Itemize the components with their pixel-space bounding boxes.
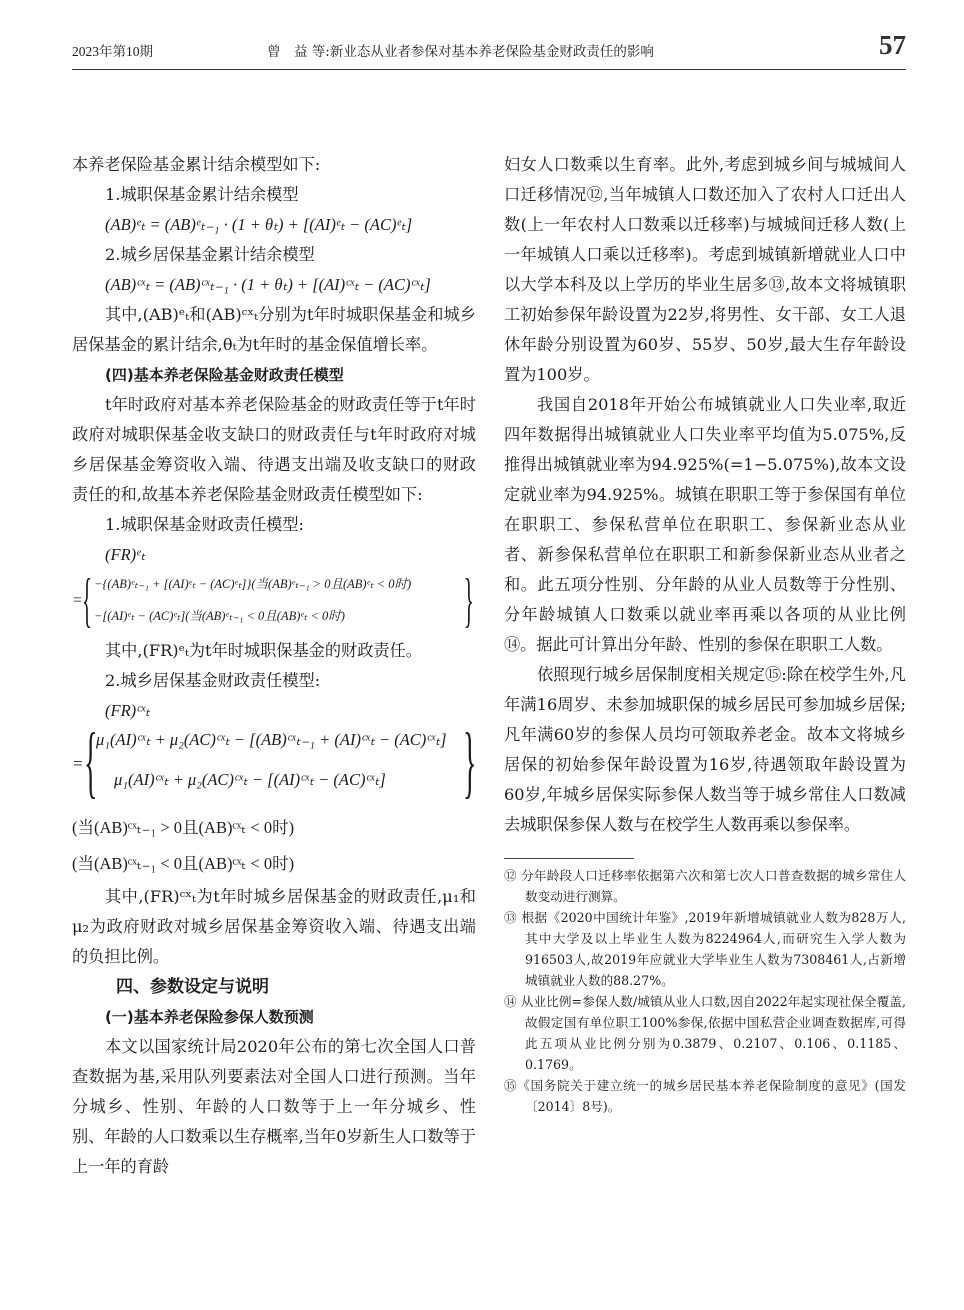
paragraph: 本文以国家统计局2020年公布的第七次全国人口普查数据为基,采用队列要素法对全国人口进行预测。当年分城乡、性别、年龄的人口数等于上一年分城乡、性别、年龄的人口数乘以生存概率,当年0岁新生人口数等于上一年的育龄 — [72, 1037, 476, 1176]
fr-cx-label: (FR)ᶜˣₜ — [105, 701, 151, 720]
right-brace: } — [462, 718, 476, 806]
paragraph: 其中,(FR)ᶜˣₜ为t年时城乡居保基金的财政责任,μ₁和μ₂为政府财政对城乡居保基金筹资收入端、待遇支出端的负担比例。 — [72, 887, 476, 966]
footnote: ⑭ 从业比例=参保人数/城镇从业人口数,因自2022年起实现社保全覆盖,故假定国有单位职工100%参保,依据中国私营企业调查数据库,可得此五项从业比例分别为0.3879、0.2107、0.106、0.1185、0.1769。 — [504, 994, 906, 1072]
intro-line: 本养老保险基金累计结余模型如下: — [72, 155, 321, 174]
paragraph: 我国自2018年开始公布城镇就业人口失业率,取近四年数据得出城镇就业人口失业率平均值为5.075%,反推得出城镇就业率为94.925%(=1−5.075%),故本文设定就业率为94.925%。城镇在职职工等于参保国有单位在职职工、参保私营单位在职职工、参保新业态从业者、新参保私营单位在职职工和新参保新业态从业者之和。此五项分性别、分年龄的从业人员数等于分性别、分年龄城镇人口数乘以就业率再乘以各项的从业比例⑭。据此可计算出分年龄、性别的参保在职职工人数。 — [504, 395, 906, 654]
footnote-rule — [504, 858, 634, 859]
condition-line: (当(AB)ᶜˣₜ₋₁ < 0且(AB)ᶜˣₜ < 0时) — [72, 854, 295, 873]
footnote: ⑬ 根据《2020中国统计年鉴》,2019年新增城镇就业人数为828万人,其中大学及以上毕业生人数为8224964人,而研究生入学人数为916503人,故2019年应就业大学毕业生人数为7308461人,占新增城镇就业人数的88.27%。 — [504, 910, 906, 988]
item-heading: 1.城职保基金累计结余模型 — [105, 185, 299, 204]
running-title: 曾 益 等:新业态从业者参保对基本养老保险基金财政责任的影响 — [267, 44, 654, 60]
page-header — [72, 30, 906, 70]
equals-sign: = — [72, 754, 84, 773]
piecewise-row: μ₁(AI)ᶜˣₜ + μ₂(AC)ᶜˣₜ − [(AB)ᶜˣₜ₋₁ + (AI)ᶜˣₜ − (AC)ᶜˣₜ] — [96, 730, 447, 749]
footnote: ⑫ 分年龄段人口迁移率依据第六次和第七次人口普查数据的城乡常住人数变动进行测算。 — [504, 868, 906, 904]
page-number: 57 — [879, 30, 906, 60]
piecewise-fr-e — [72, 567, 476, 636]
subsection-heading: (一)基本养老保险参保人数预测 — [105, 1008, 314, 1026]
right-brace: } — [463, 567, 474, 633]
item-heading: 2.城乡居保基金财政责任模型: — [105, 671, 321, 690]
paragraph: 妇女人口数乘以生育率。此外,考虑到城乡间与城城间人口迁移情况⑫,当年城镇人口数还加入了农村人口迁出人数(上一年农村人口数乘以迁移率)与城城间迁移人数(上一年城镇人口乘以迁移率)。考虑到城镇新增就业人口中以大学本科及以上学历的毕业生居多⑬,故本文将城镇职工初始参保年龄设置为22岁,将男性、女干部、女工人退休年龄分别设置为60岁、55岁、50岁,最大生存年龄设置为100岁。 — [504, 155, 906, 384]
paragraph: t年时政府对基本养老保险基金的财政责任等于t年时政府对城职保基金收支缺口的财政责任与t年时政府对城乡居保基金筹资收入端、待遇支出端及收支缺口的财政责任的和,故基本养老保险基金财政责任模型如下: — [72, 395, 476, 504]
piecewise-fr-cx — [72, 718, 476, 810]
equation-accumulation-e: (AB)ᵉₜ = (AB)ᵉₜ₋₁ · (1 + θₜ) + [(AI)ᵉₜ − (AC)ᵉₜ] — [105, 215, 413, 234]
left-column — [72, 150, 476, 1182]
piecewise-row: μ₁(AI)ᶜˣₜ + μ₂(AC)ᶜˣₜ − [(AI)ᶜˣₜ − (AC)ᶜˣₜ] — [114, 770, 386, 789]
section-heading: 四、参数设定与说明 — [116, 977, 269, 997]
left-brace: { — [82, 567, 93, 633]
paragraph: 其中,(AB)ᵉₜ和(AB)ᶜˣₜ分别为t年时城职保基金和城乡居保基金的累计结余,θₜ为t年时的基金保值增长率。 — [72, 305, 476, 354]
equation-accumulation-cx: (AB)ᶜˣₜ = (AB)ᶜˣₜ₋₁ · (1 + θₜ) + [(AI)ᶜˣₜ − (AC)ᶜˣₜ] — [105, 275, 431, 294]
paragraph: 依照现行城乡居保制度相关规定⑮:除在校学生外,凡年满16周岁、未参加城职保的城乡居民可参加城乡居保;凡年满60岁的参保人员均可领取养老金。故本文将城乡居保的初始参保年龄设置为16岁,待遇领取年龄设置为60岁,年城乡居保实际参保人数当等于城乡常住人口数减去城职保参保人数与在校学生人数再乘以参保率。 — [504, 665, 906, 834]
paragraph: 其中,(FR)ᵉₜ为t年时城职保基金的财政责任。 — [105, 641, 422, 660]
journal-issue: 2023年第10期 — [72, 44, 153, 59]
item-heading: 2.城乡居保基金累计结余模型 — [105, 245, 315, 264]
fr-e-label: (FR)ᵉₜ — [105, 545, 146, 564]
piecewise-row: −[(AI)ᵉₜ − (AC)ᵉₜ](当(AB)ᵉₜ₋₁ < 0且(AB)ᵉₜ < 0时) — [94, 609, 345, 623]
piecewise-row: −{(AB)ᵉₜ₋₁ + [(AI)ᵉₜ − (AC)ᵉₜ]}(当(AB)ᵉₜ₋₁ > 0且(AB)ᵉₜ < 0时) — [94, 577, 412, 591]
equals-sign: = — [72, 592, 83, 609]
item-heading: 1.城职保基金财政责任模型: — [105, 515, 304, 534]
condition-line: (当(AB)ᶜˣₜ₋₁ > 0且(AB)ᶜˣₜ < 0时) — [72, 818, 295, 837]
left-brace: { — [84, 718, 98, 806]
right-column — [504, 150, 906, 1117]
subsection-heading: (四)基本养老保险基金财政责任模型 — [105, 366, 344, 384]
footnote: ⑮《国务院关于建立统一的城乡居民基本养老保险制度的意见》(国发〔2014〕8号)。 — [504, 1078, 906, 1114]
